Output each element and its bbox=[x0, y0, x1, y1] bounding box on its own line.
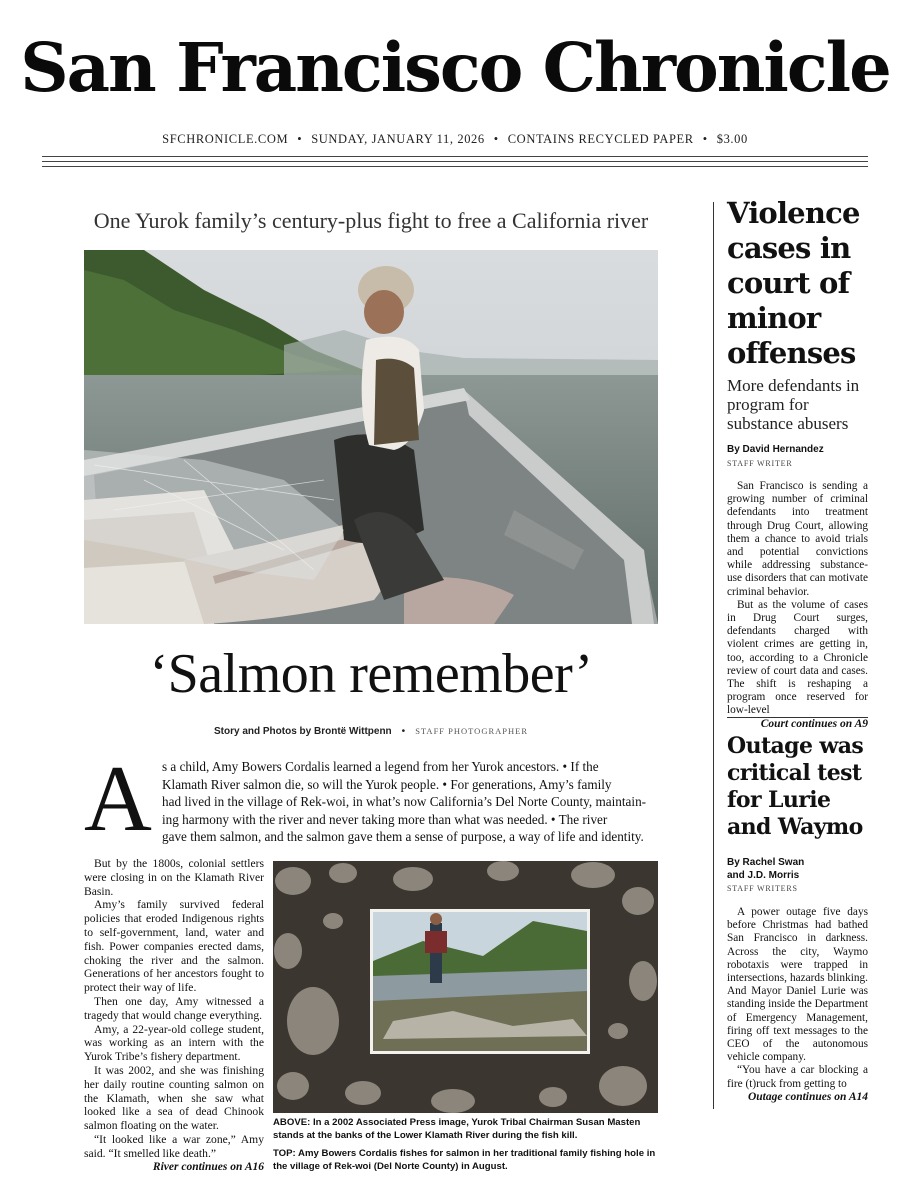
side-story-1-body bbox=[727, 480, 868, 731]
body-paragraph: But as the volume of cases in Drug Court surges, defendants charged with violent crimes are getting in, too, according to a Chronicle review of court data and cases. The shift is reshaping a program once reserved for low-level bbox=[727, 598, 868, 717]
masthead-logo: San Francisco Chronicle bbox=[20, 28, 890, 107]
side-story-1-byline bbox=[727, 444, 873, 468]
byline-role: STAFF WRITERS bbox=[727, 884, 798, 893]
masthead-rule bbox=[42, 156, 868, 157]
caption-above: ABOVE: In a 2002 Associated Press image, Yurok Tribal Chairman Susan Masten stands at the banks of the Lower Klamath River during the fish kill. bbox=[273, 1117, 641, 1141]
byline-author: Story and Photos by Brontë Wittpenn bbox=[213, 726, 392, 737]
body-paragraph: A power outage five days before Christmas had bathed San Francisco in darkness. Across the city, Waymo robotaxis were trapped in intersections, hazards blinking. And Mayor Daniel Lurie was standing inside the Department of Emergency Management, firing off text messages to the CEO of the autonomous vehicle company. bbox=[727, 906, 868, 1064]
byline-author: and J.D. Morris bbox=[727, 869, 800, 881]
outage-jump-link[interactable]: Outage continues on A14 bbox=[747, 1090, 868, 1103]
lead-kicker: One Yurok family’s century-plus fight to free a California river bbox=[93, 208, 649, 233]
court-jump-link[interactable]: Court continues on A9 bbox=[760, 717, 868, 730]
lede-line: ing harmony with the river and never taking more than what was needed. • The river bbox=[162, 811, 608, 827]
body-paragraph: Amy’s family survived federal policies that eroded Indigenous rights to self-government, land, water and fish. Power companies erected dams, choking the river and the salmon. Generations of her ancestors fought to protect their way of life. bbox=[84, 898, 264, 995]
body-paragraph: It was 2002, and she was finishing her daily routine counting salmon on the Klamath, when she saw what looked like a sea of dead Chinook salmon floating on the water. bbox=[84, 1063, 264, 1133]
side-story-2-byline bbox=[727, 857, 873, 893]
site-url[interactable]: SFCHRONICLE.COM bbox=[162, 132, 289, 146]
river-jump-link[interactable]: River continues on A16 bbox=[152, 1160, 264, 1173]
caption-top: TOP: Amy Bowers Cordalis fishes for salmon in her traditional family fishing hole in the village of Rek-woi (Del Norte County) in August. bbox=[273, 1148, 656, 1172]
byline-role: STAFF PHOTOGRAPHER bbox=[415, 726, 528, 736]
lede-line: Klamath River salmon die, so will the Yurok people. • For generations, Amy’s family bbox=[162, 776, 612, 792]
lede-line: gave them salmon, and the salmon gave them a sense of purpose, a way of life and identity. bbox=[162, 829, 644, 844]
side-story-2-headline[interactable]: Outage was critical test for Lurie and Waymo bbox=[727, 733, 864, 840]
recycled-note: CONTAINS RECYCLED PAPER bbox=[507, 132, 694, 146]
body-paragraph: Amy, a 22-year-old college student, was working as an intern with the Yurok Tribe’s fishery department. bbox=[84, 1022, 264, 1064]
byline-author: By Rachel Swan bbox=[727, 857, 805, 868]
body-paragraph: “It looked like a war zone,” Amy said. “It smelled like death.” bbox=[84, 1132, 264, 1160]
masthead-rule bbox=[42, 166, 868, 167]
lede-line: s a child, Amy Bowers Cordalis learned a legend from her Yurok ancestors. • If the bbox=[162, 759, 599, 774]
column-divider bbox=[713, 202, 714, 1109]
masthead-rule bbox=[42, 161, 868, 162]
body-paragraph: But by the 1800s, colonial settlers were closing in on the Klamath River Basin. bbox=[84, 857, 264, 898]
story-divider bbox=[727, 717, 868, 718]
side-story-1-deck: More defendants in program for substance abusers bbox=[727, 376, 860, 433]
photo-captions bbox=[273, 1117, 658, 1179]
side-story-1-headline[interactable]: Violence cases in court of minor offenses bbox=[727, 196, 860, 370]
lead-headline[interactable]: ‘Salmon remember’ bbox=[149, 643, 593, 705]
lead-photo bbox=[84, 250, 658, 624]
body-paragraph: “You have a car blocking a fire (t)ruck from getting to bbox=[727, 1064, 868, 1090]
drop-cap: A bbox=[84, 747, 152, 851]
body-paragraph: San Francisco is sending a growing number of criminal defendants into treatment through Drug Court, allowing them a chance to avoid trials and potential convictions while addressing substance-use disorders that can motivate criminal behavior. bbox=[727, 480, 868, 598]
issue-date: SUNDAY, JANUARY 11, 2026 bbox=[311, 132, 485, 146]
lead-body-column bbox=[84, 857, 264, 1174]
dateline: SFCHRONICLE.COM • SUNDAY, JANUARY 11, 2026 • CONTAINS RECYCLED PAPER • $3.00 bbox=[162, 132, 748, 146]
side-story-2-body bbox=[727, 906, 868, 1104]
price: $3.00 bbox=[716, 132, 748, 146]
inset-photo bbox=[273, 861, 658, 1113]
byline-role: STAFF WRITER bbox=[727, 458, 793, 468]
lead-byline: Story and Photos by Brontë Wittpenn • STAFF PHOTOGRAPHER bbox=[213, 726, 528, 737]
lede-line: had lived in the village of Rek-woi, in what’s now California’s Del Norte County, maintain- bbox=[162, 794, 647, 809]
body-paragraph: Then one day, Amy witnessed a tragedy that would change everything. bbox=[84, 994, 264, 1022]
byline-author: By David Hernandez bbox=[727, 444, 824, 455]
